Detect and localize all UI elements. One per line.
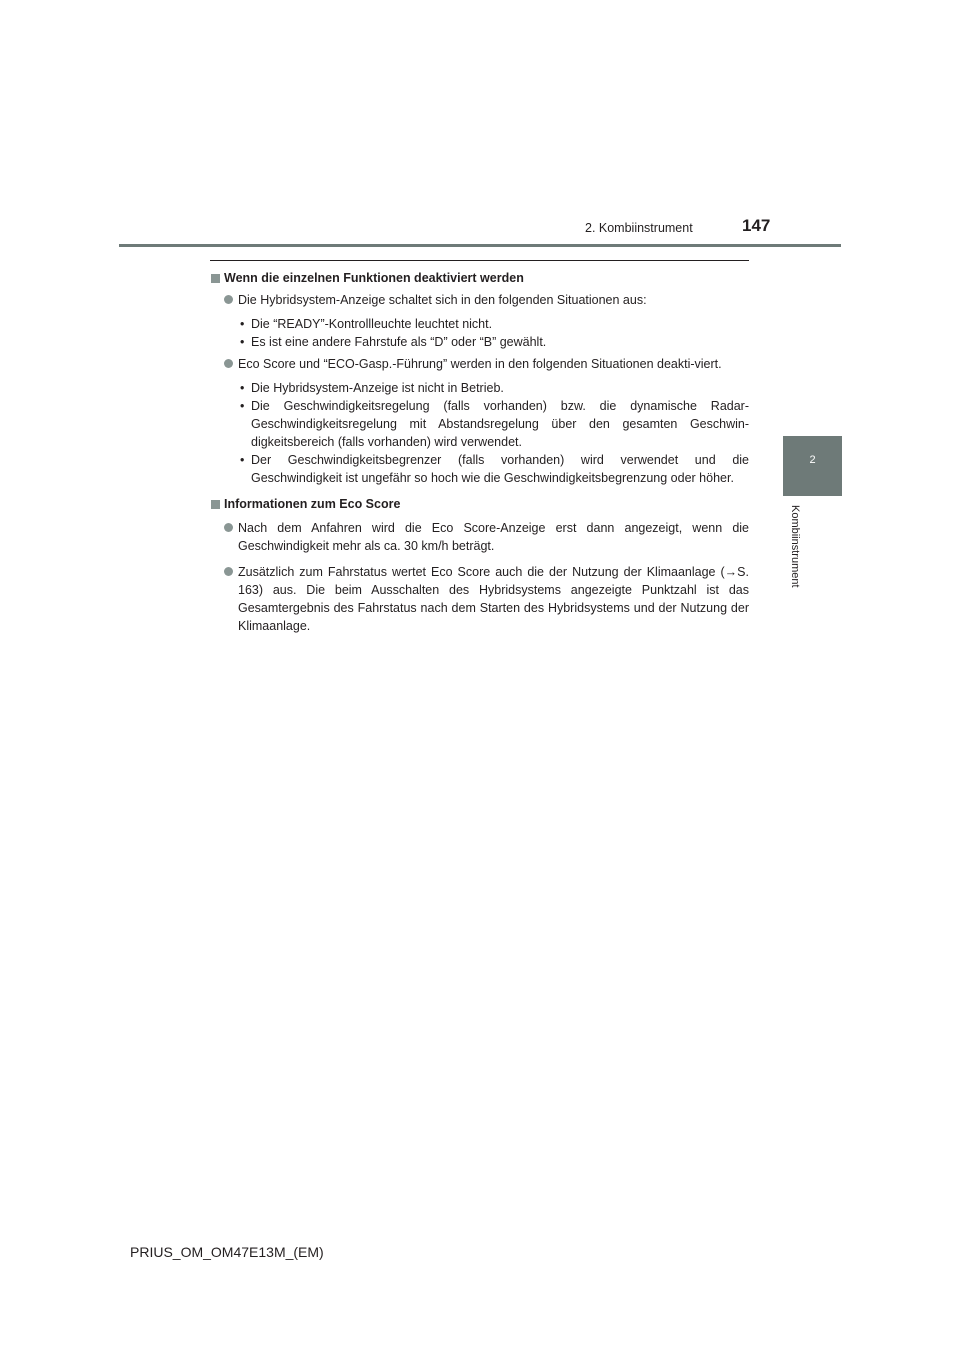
sub-item: • Die “READY”-Kontrollleuchte leuchtet nicht. [240,317,493,331]
round-bullet-icon [224,359,233,368]
chapter-number: 2 [809,454,816,466]
footer-document-code: PRIUS_OM_OM47E13M_(EM) [130,1244,324,1260]
section-heading: Informationen zum Eco Score [210,495,749,513]
content-top-rule [210,260,749,261]
round-bullet-icon [224,523,233,532]
bullet-item: Eco Score und “ECO-Gasp.-Führung” werden in den folgenden Situationen deakti-viert. [210,355,749,373]
page-number: 147 [742,216,771,235]
sub-item: • Die Geschwindigkeitsregelung (falls vorhanden) bzw. die dynamische Radar-Geschwindigkeitsregelung mit Abstandsregelung über den gesamten Geschwin-digkeitsbereich (falls vorhanden) wird verwendet. [240,399,749,449]
bullet-item: Nach dem Anfahren wird die Eco Score-Anzeige erst dann angezeigt, wenn die Geschwindigkeit mehr als ca. 30 km/h beträgt. [210,519,749,555]
content [210,266,749,635]
round-bullet-icon [224,295,233,304]
section-heading: Wenn die einzelnen Funktionen deaktiviert werden [210,269,749,287]
sub-list [210,315,749,351]
bullet-item: Die Hybridsystem-Anzeige schaltet sich in den folgenden Situationen aus: [210,291,749,309]
header-section-title: 2. Kombiinstrument [585,221,693,235]
header-rule [119,244,841,247]
sub-list [210,379,749,487]
chapter-tab [783,436,842,496]
square-bullet-icon [211,274,220,283]
square-bullet-icon [211,500,220,509]
bullet-item: Zusätzlich zum Fahrstatus wertet Eco Score auch die der Nutzung der Klimaanlage (→S. 163) aus. Die beim Ausschalten des Hybridsystems angezeigte Punktzahl ist das Gesamtergebnis des Fahrstatus nach dem Starten des Hybridsystems und der Nutzung der Klimaanlage. [210,563,749,635]
sub-item: • Es ist eine andere Fahrstufe als “D” oder “B” gewählt. [240,335,547,349]
sub-item: • Die Hybridsystem-Anzeige ist nicht in Betrieb. [240,381,504,395]
sub-item: • Der Geschwindigkeitsbegrenzer (falls vorhanden) wird verwendet und die Geschwindigkeit ist ungefähr so hoch wie die Geschwindigkeitsbegrenzung oder höher. [240,453,749,485]
chapter-title-vertical: Kombiinstrument [789,505,801,588]
round-bullet-icon [224,567,233,576]
